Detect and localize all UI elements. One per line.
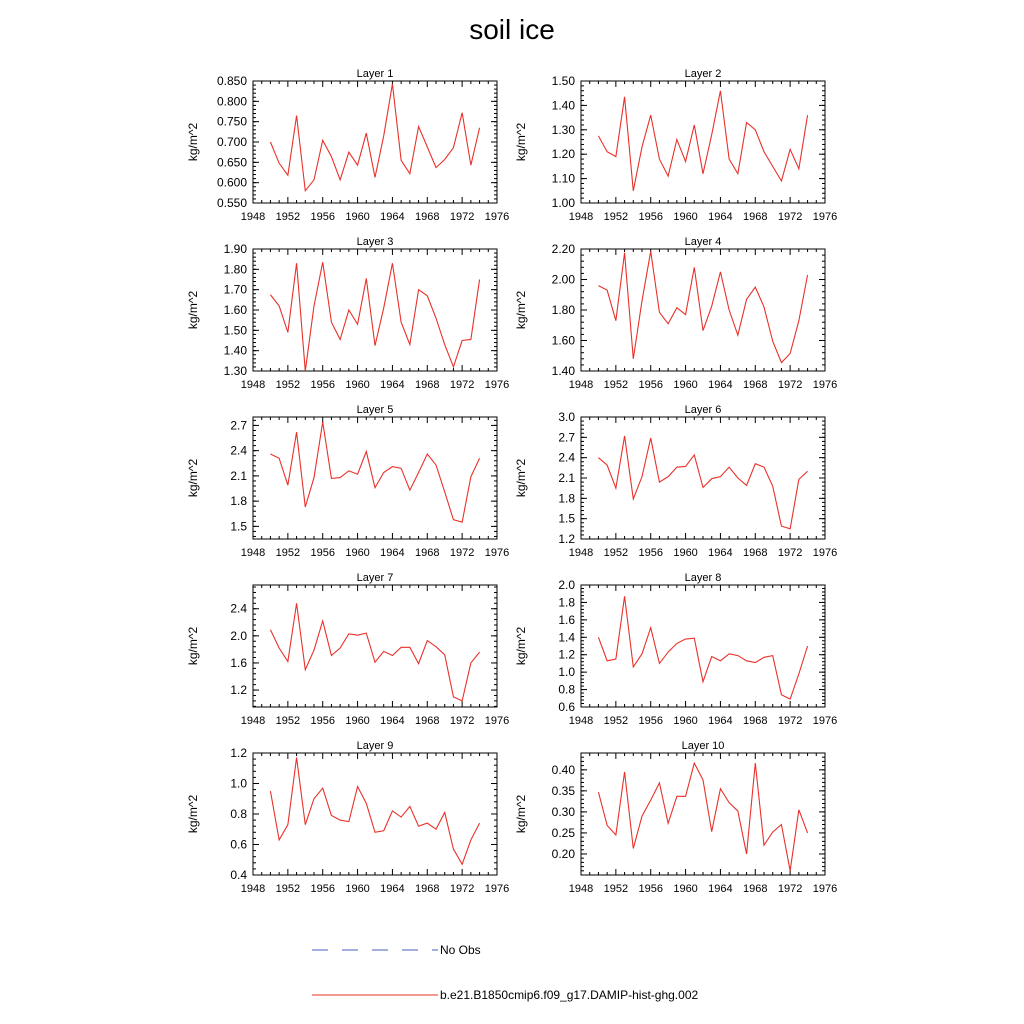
plot-frame: [253, 417, 497, 539]
y-tick-label: 1.50: [551, 74, 575, 88]
chart-panel-layer-2: [514, 68, 837, 223]
y-axis-label: kg/m^2: [186, 794, 200, 834]
y-tick-label: 1.60: [223, 303, 247, 317]
x-tick-label: 1972: [777, 211, 803, 223]
plot-frame: [253, 81, 497, 203]
y-tick-label: 0.20: [551, 846, 575, 861]
y-tick-label: 1.6: [230, 655, 247, 670]
x-tick-label: 1964: [708, 379, 733, 391]
y-tick-label: 1.0: [230, 776, 247, 791]
x-tick-label: 1960: [345, 379, 370, 391]
y-axis-label: kg/m^2: [186, 626, 200, 666]
y-tick-label: 1.2: [230, 746, 247, 760]
y-tick-label: 1.2: [558, 532, 575, 546]
series-line-model: [598, 251, 807, 362]
y-tick-label: 0.750: [216, 114, 247, 129]
y-axis-label: kg/m^2: [514, 290, 528, 330]
x-tick-label: 1948: [568, 547, 594, 559]
x-tick-label: 1956: [310, 211, 335, 223]
x-tick-label: 1972: [449, 715, 475, 727]
y-tick-label: 0.850: [216, 74, 247, 88]
x-tick-label: 1976: [812, 379, 838, 391]
x-tick-label: 1976: [484, 883, 510, 895]
x-tick-label: 1968: [743, 715, 768, 727]
plot-frame: [253, 585, 497, 707]
x-tick-label: 1972: [449, 211, 475, 223]
x-tick-label: 1952: [275, 379, 301, 391]
panel-title: Layer 8: [684, 572, 722, 584]
y-tick-label: 0.35: [551, 783, 575, 798]
x-tick-label: 1968: [415, 547, 440, 559]
x-tick-label: 1948: [240, 547, 266, 559]
x-tick-label: 1976: [484, 379, 510, 391]
x-tick-label: 1968: [415, 715, 440, 727]
x-tick-label: 1960: [345, 211, 370, 223]
x-tick-label: 1948: [240, 715, 266, 727]
y-tick-label: 1.5: [558, 511, 575, 526]
x-tick-label: 1976: [484, 715, 510, 727]
x-tick-label: 1960: [345, 715, 370, 727]
y-tick-label: 1.40: [223, 343, 247, 358]
series-line-model: [270, 422, 479, 522]
y-tick-label: 0.8: [230, 807, 247, 821]
y-tick-label: 1.30: [551, 122, 575, 137]
x-tick-label: 1952: [603, 883, 629, 895]
y-tick-label: 0.8: [558, 682, 575, 697]
y-tick-label: 1.8: [230, 494, 247, 509]
x-tick-label: 1972: [777, 883, 803, 895]
x-tick-label: 1960: [673, 883, 698, 895]
y-tick-label: 2.1: [230, 468, 247, 483]
x-tick-label: 1976: [812, 715, 838, 727]
x-tick-label: 1960: [673, 715, 698, 727]
series-line-model: [598, 763, 807, 871]
y-tick-label: 2.4: [230, 443, 247, 458]
x-tick-label: 1952: [603, 715, 629, 727]
y-axis-label: kg/m^2: [186, 122, 200, 162]
y-tick-label: 1.40: [551, 98, 575, 113]
y-axis-label: kg/m^2: [514, 458, 528, 498]
x-tick-label: 1952: [603, 211, 629, 223]
y-tick-label: 1.00: [551, 196, 575, 210]
y-tick-label: 1.5: [230, 519, 247, 534]
series-line-model: [270, 603, 479, 701]
panel-title: Layer 2: [684, 68, 722, 80]
page-title: soil ice: [469, 14, 555, 45]
series-line-model: [270, 758, 479, 865]
y-tick-label: 2.0: [558, 578, 575, 592]
y-tick-label: 0.550: [216, 196, 247, 210]
x-tick-label: 1956: [638, 883, 663, 895]
x-tick-label: 1956: [310, 715, 335, 727]
y-axis-label: kg/m^2: [186, 458, 200, 498]
y-tick-label: 2.0: [230, 628, 247, 643]
x-tick-label: 1948: [568, 379, 594, 391]
x-tick-label: 1960: [673, 211, 698, 223]
x-tick-label: 1948: [568, 211, 594, 223]
x-tick-label: 1972: [777, 379, 803, 391]
y-tick-label: 3.0: [558, 410, 575, 424]
chart-panel-layer-5: [186, 404, 509, 559]
legend-no-obs-label: No Obs: [440, 943, 481, 957]
y-tick-label: 0.40: [551, 762, 575, 777]
chart-panel-layer-7: [186, 572, 509, 727]
series-line-model: [270, 262, 479, 371]
y-tick-label: 1.6: [558, 612, 575, 627]
y-tick-label: 0.6: [558, 700, 575, 714]
x-tick-label: 1948: [568, 715, 594, 727]
panel-title: Layer 4: [684, 236, 722, 248]
x-tick-label: 1960: [673, 547, 698, 559]
y-tick-label: 1.20: [551, 147, 575, 162]
y-tick-label: 1.90: [223, 242, 247, 256]
x-tick-label: 1956: [310, 547, 335, 559]
x-tick-label: 1952: [275, 715, 301, 727]
y-tick-label: 0.25: [551, 825, 575, 840]
x-tick-label: 1956: [638, 379, 663, 391]
x-tick-label: 1952: [275, 211, 301, 223]
legend-model-label: b.e21.B1850cmip6.f09_g17.DAMIP-hist-ghg.002: [440, 988, 699, 1002]
x-tick-label: 1972: [449, 547, 475, 559]
x-tick-label: 1964: [380, 883, 405, 895]
x-tick-label: 1964: [708, 211, 733, 223]
x-tick-label: 1964: [708, 883, 733, 895]
y-tick-label: 1.8: [558, 595, 575, 610]
panel-title: Layer 5: [356, 404, 394, 416]
x-tick-label: 1976: [812, 547, 838, 559]
y-tick-label: 0.700: [216, 135, 247, 149]
panel-title: Layer 9: [356, 740, 394, 752]
plot-frame: [581, 753, 825, 875]
y-tick-label: 2.4: [230, 601, 247, 616]
series-line-model: [598, 91, 807, 191]
y-tick-label: 0.30: [551, 804, 575, 819]
y-tick-label: 1.60: [551, 333, 575, 348]
chart-panel-layer-6: [514, 404, 837, 559]
x-tick-label: 1964: [380, 379, 405, 391]
x-tick-label: 1960: [345, 883, 370, 895]
x-tick-label: 1976: [484, 547, 510, 559]
x-tick-label: 1952: [603, 379, 629, 391]
y-tick-label: 0.6: [230, 837, 247, 852]
y-tick-label: 0.800: [216, 94, 247, 109]
y-axis-label: kg/m^2: [514, 794, 528, 834]
chart-panel-layer-10: [514, 740, 837, 895]
y-tick-label: 1.2: [230, 683, 247, 698]
series-line-model: [270, 84, 479, 191]
x-tick-label: 1952: [603, 547, 629, 559]
y-axis-label: kg/m^2: [514, 626, 528, 666]
y-axis-label: kg/m^2: [186, 290, 200, 330]
panel-title: Layer 6: [684, 404, 722, 416]
x-tick-label: 1968: [743, 547, 768, 559]
x-tick-label: 1948: [568, 883, 594, 895]
panel-title: Layer 10: [681, 740, 725, 752]
y-tick-label: 1.8: [558, 491, 575, 506]
x-tick-label: 1956: [310, 883, 335, 895]
series-line-model: [598, 436, 807, 529]
x-tick-label: 1972: [777, 547, 803, 559]
y-axis-label: kg/m^2: [514, 122, 528, 162]
y-tick-label: 1.2: [558, 647, 575, 662]
x-tick-label: 1948: [240, 883, 266, 895]
panel-title: Layer 3: [356, 236, 394, 248]
x-tick-label: 1972: [449, 883, 475, 895]
x-tick-label: 1948: [240, 211, 266, 223]
y-tick-label: 2.20: [551, 242, 575, 256]
x-tick-label: 1964: [380, 715, 405, 727]
y-tick-label: 1.30: [223, 364, 247, 378]
legend-no-obs-line: [310, 945, 440, 955]
x-tick-label: 1968: [743, 883, 768, 895]
x-tick-label: 1960: [345, 547, 370, 559]
x-tick-label: 1956: [638, 715, 663, 727]
x-tick-label: 1960: [673, 379, 698, 391]
y-tick-label: 1.4: [558, 630, 575, 645]
y-tick-label: 1.80: [551, 303, 575, 317]
x-tick-label: 1968: [743, 379, 768, 391]
x-tick-label: 1964: [708, 715, 733, 727]
series-line-model: [598, 596, 807, 699]
x-tick-label: 1972: [777, 715, 803, 727]
x-tick-label: 1964: [708, 547, 733, 559]
x-tick-label: 1968: [415, 379, 440, 391]
y-tick-label: 0.650: [216, 155, 247, 170]
chart-panel-layer-9: [186, 740, 509, 895]
y-tick-label: 1.50: [223, 323, 247, 338]
plot-frame: [253, 249, 497, 371]
legend-model-line: [310, 990, 440, 1000]
y-tick-label: 1.40: [551, 364, 575, 378]
x-tick-label: 1964: [380, 547, 405, 559]
x-tick-label: 1952: [275, 883, 301, 895]
y-tick-label: 1.80: [223, 262, 247, 277]
y-tick-label: 2.7: [558, 430, 575, 445]
y-tick-label: 0.4: [230, 868, 247, 882]
x-tick-label: 1964: [380, 211, 405, 223]
x-tick-label: 1968: [415, 883, 440, 895]
chart-panel-layer-1: [186, 68, 509, 223]
x-tick-label: 1976: [484, 211, 510, 223]
y-tick-label: 0.600: [216, 175, 247, 190]
x-tick-label: 1952: [275, 547, 301, 559]
y-tick-label: 1.10: [551, 171, 575, 186]
y-tick-label: 2.7: [230, 418, 247, 433]
y-tick-label: 2.4: [558, 450, 575, 465]
x-tick-label: 1948: [240, 379, 266, 391]
chart-panel-layer-3: [186, 236, 509, 391]
x-tick-label: 1968: [743, 211, 768, 223]
x-tick-label: 1972: [449, 379, 475, 391]
panel-title: Layer 1: [356, 68, 394, 80]
x-tick-label: 1976: [812, 883, 838, 895]
x-tick-label: 1956: [310, 379, 335, 391]
y-tick-label: 1.70: [223, 282, 247, 297]
y-tick-label: 2.00: [551, 272, 575, 287]
x-tick-label: 1968: [415, 211, 440, 223]
panel-title: Layer 7: [356, 572, 394, 584]
y-tick-label: 1.0: [558, 665, 575, 680]
x-tick-label: 1956: [638, 547, 663, 559]
x-tick-label: 1976: [812, 211, 838, 223]
chart-panel-layer-8: [514, 572, 837, 727]
y-tick-label: 2.1: [558, 471, 575, 485]
x-tick-label: 1956: [638, 211, 663, 223]
chart-panel-layer-4: [514, 236, 837, 391]
